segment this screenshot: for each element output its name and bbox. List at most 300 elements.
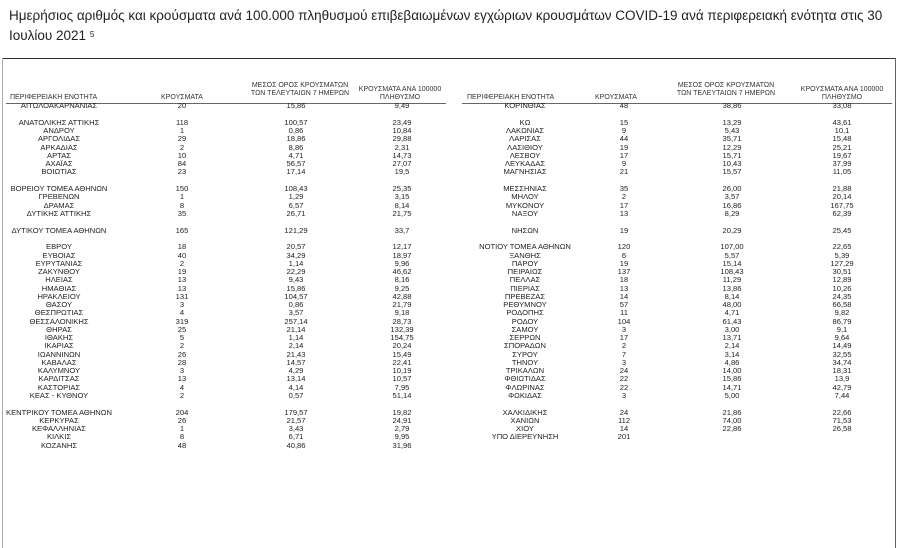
cases-cell: 3 [621, 357, 627, 367]
cases-cell: 22 [619, 382, 629, 392]
cases-cell: 3 [179, 300, 185, 309]
per100k-cell: 25,21 [832, 142, 852, 152]
cases-cell: 13 [619, 208, 629, 218]
avg-cell: 3,43 [288, 424, 304, 433]
table-row [0, 167, 900, 176]
avg-cell: 5,43 [724, 126, 740, 135]
cases-cell: 9 [621, 126, 627, 135]
avg-cell: 10,43 [722, 159, 742, 168]
avg-cell: 61,43 [722, 316, 742, 326]
right-header-per100k-line1: ΚΡΟΥΣΜΑΤΑ ΑΝΑ 100000 [800, 86, 884, 93]
cases-cell: 204 [175, 407, 189, 417]
avg-cell: 1,14 [288, 258, 304, 268]
avg-cell: 56,57 [286, 159, 306, 168]
left-header-cases: ΚΡΟΥΣΜΑΤΑ [161, 94, 203, 101]
cases-cell: 2 [179, 341, 185, 351]
per100k-cell: 20,14 [832, 192, 852, 202]
region-cell: ΖΑΚΥΝΘΟΥ [38, 267, 80, 276]
avg-cell: 35,71 [722, 134, 742, 144]
avg-cell: 0,57 [288, 390, 304, 400]
cases-cell: 24 [619, 366, 629, 375]
cases-cell: 29 [177, 134, 187, 144]
per100k-cell: 26,58 [832, 424, 852, 433]
cases-cell: 19 [177, 267, 187, 276]
cases-cell: 28 [177, 357, 187, 367]
avg-cell: 0,86 [288, 300, 304, 309]
left-header-avg-line2: ΤΩΝ ΤΕΛΕΥΤΑΙΩΝ 7 ΗΜΕΡΩΝ [250, 90, 350, 97]
avg-cell: 3,00 [724, 324, 740, 334]
region-cell: ΗΛΕΙΑΣ [45, 275, 73, 285]
region-cell: ΧΙΟΥ [516, 424, 534, 433]
region-cell: ΑΡΚΑΔΙΑΣ [40, 142, 78, 152]
region-cell: ΛΑΣΙΘΙΟΥ [507, 142, 543, 152]
region-cell: ΔΥΤΙΚΟΥ ΤΟΜΕΑ ΑΘΗΝΩΝ [11, 225, 107, 235]
cases-cell: 7 [621, 349, 627, 359]
cases-cell: 8 [179, 200, 185, 210]
cases-cell: 17 [619, 200, 629, 210]
cases-cell: 4 [179, 308, 185, 318]
per100k-cell: 5,39 [834, 250, 850, 260]
region-cell: ΘΕΣΠΡΩΤΙΑΣ [34, 308, 84, 318]
region-cell: ΚΑΛΥΜΝΟΥ [37, 366, 81, 375]
right-header-avg-line1: ΜΕΣΟΣ ΟΡΟΣ ΚΡΟΥΣΜΑΤΩΝ [677, 82, 775, 89]
cases-cell: 17 [619, 333, 629, 342]
per100k-cell: 2,31 [394, 142, 410, 152]
cases-cell: 112 [617, 415, 631, 425]
avg-cell: 3,57 [724, 192, 740, 202]
cases-cell: 21 [619, 167, 629, 177]
cases-cell: 26 [177, 349, 187, 359]
cases-cell: 14 [619, 291, 629, 301]
region-cell: ΙΘΑΚΗΣ [44, 333, 74, 342]
per100k-cell: 15,48 [832, 134, 852, 144]
left-header-avg [251, 82, 349, 98]
per100k-cell: 9,18 [394, 308, 410, 318]
region-cell: ΡΟΔΟΥ [511, 316, 539, 326]
per100k-cell: 127,29 [830, 258, 854, 268]
table-row [0, 432, 900, 441]
per100k-cell: 23,49 [392, 117, 412, 127]
per100k-cell: 32,55 [832, 349, 852, 359]
cases-cell: 4 [179, 382, 185, 392]
cases-cell: 35 [177, 208, 187, 218]
per100k-cell: 154,75 [390, 333, 414, 342]
per100k-cell: 7,44 [834, 390, 850, 400]
per100k-cell: 86,79 [832, 316, 852, 326]
avg-cell: 0,86 [288, 126, 304, 135]
avg-cell: 26,00 [722, 184, 742, 193]
per100k-cell: 14,73 [392, 150, 412, 160]
avg-cell: 108,43 [720, 267, 744, 276]
region-cell: ΣΕΡΡΩΝ [509, 333, 541, 342]
per100k-cell: 24,35 [832, 291, 852, 301]
avg-cell: 14,71 [722, 382, 742, 392]
region-cell: ΡΕΘΥΜΝΟΥ [503, 300, 547, 309]
region-cell: ΚΑΣΤΟΡΙΑΣ [37, 382, 81, 392]
per100k-cell: 43,61 [832, 117, 852, 127]
avg-cell: 38,86 [722, 101, 742, 110]
cases-cell: 35 [619, 184, 629, 193]
region-cell: ΚΕΝΤΡΙΚΟΥ ΤΟΜΕΑ ΑΘΗΝΩΝ [6, 407, 112, 417]
avg-cell: 17,14 [286, 167, 306, 177]
region-cell: ΞΑΝΘΗΣ [509, 250, 541, 260]
avg-cell: 104,57 [284, 291, 308, 301]
per100k-cell: 28,73 [392, 316, 412, 326]
region-cell: ΠΕΛΛΑΣ [509, 275, 541, 285]
avg-cell: 4,71 [724, 308, 740, 318]
cases-cell: 25 [177, 324, 187, 334]
per100k-cell: 12,17 [392, 242, 412, 252]
avg-cell: 15,86 [286, 101, 306, 110]
avg-cell: 8,29 [724, 208, 740, 218]
avg-cell: 179,57 [284, 407, 308, 417]
avg-cell: 40,86 [286, 440, 306, 450]
cases-cell: 44 [619, 134, 629, 144]
cases-cell: 18 [177, 242, 187, 252]
region-cell: ΤΗΝΟΥ [511, 357, 539, 367]
cases-cell: 2 [621, 341, 627, 351]
cases-cell: 120 [617, 242, 631, 252]
cases-cell: 13 [177, 275, 187, 285]
per100k-cell: 167,75 [830, 200, 854, 210]
left-header-per100k-line2: ΠΛΗΘΥΣΜΟ [379, 94, 421, 101]
per100k-cell: 10,84 [392, 126, 412, 135]
cases-cell: 19 [619, 142, 629, 152]
per100k-cell: 2,79 [394, 424, 410, 433]
left-header-per100k-line1: ΚΡΟΥΣΜΑΤΑ ΑΝΑ 100000 [358, 86, 442, 93]
region-cell: ΛΑΚΩΝΙΑΣ [505, 126, 545, 135]
title-text: Ημερήσιος αριθμός και κρούσματα ανά 100.000 πληθυσμού επιβεβαιωμένων εγχώριων κρουσμάτων COVID-19 ανά περιφερειακή ενότητα στις 30 Ιουλίου 2021 [9, 8, 883, 43]
region-cell: ΤΡΙΚΑΛΩΝ [505, 366, 545, 375]
avg-cell: 12,29 [722, 142, 742, 152]
cases-cell: 22 [619, 374, 629, 384]
region-cell: ΚΟΡΙΝΘΙΑΣ [504, 101, 546, 110]
cases-cell: 11 [620, 308, 628, 318]
avg-cell: 21,14 [286, 324, 306, 334]
avg-cell: 34,29 [286, 250, 306, 260]
per100k-cell: 9,96 [394, 258, 410, 268]
avg-cell: 2,14 [724, 341, 740, 351]
region-cell: ΦΛΩΡΙΝΑΣ [505, 382, 545, 392]
per100k-cell: 34,74 [832, 357, 852, 367]
cases-cell: 48 [177, 440, 187, 450]
cases-cell: 14 [619, 424, 629, 433]
table-top-rule [2, 58, 895, 59]
avg-cell: 4,86 [724, 357, 740, 367]
cases-cell: 2 [621, 192, 627, 202]
avg-cell: 107,00 [720, 242, 744, 252]
avg-cell: 74,00 [722, 415, 742, 425]
avg-cell: 21,43 [286, 349, 306, 359]
cases-cell: 24 [619, 407, 629, 417]
region-cell: ΙΚΑΡΙΑΣ [44, 341, 74, 351]
region-cell: ΒΟΙΩΤΙΑΣ [41, 167, 77, 177]
avg-cell: 22,86 [722, 424, 742, 433]
cases-cell: 1 [179, 424, 185, 433]
per100k-cell: 10,57 [392, 374, 412, 384]
region-cell: ΣΥΡΟΥ [512, 349, 538, 359]
per100k-cell: 13,9 [834, 374, 850, 384]
region-cell: ΜΑΓΝΗΣΙΑΣ [503, 167, 547, 177]
right-header-avg-line2: ΤΩΝ ΤΕΛΕΥΤΑΙΩΝ 7 ΗΜΕΡΩΝ [676, 90, 776, 97]
per100k-cell: 25,35 [392, 184, 412, 193]
region-cell: ΑΝΔΡΟΥ [43, 126, 75, 135]
region-cell: ΦΩΚΙΔΑΣ [508, 390, 542, 400]
avg-cell: 3,57 [288, 308, 304, 318]
cases-cell: 13 [177, 374, 187, 384]
avg-cell: 2,14 [288, 341, 304, 351]
region-cell: ΘΕΣΣΑΛΟΝΙΚΗΣ [29, 316, 89, 326]
cases-cell: 48 [619, 101, 629, 110]
cases-cell: 17 [619, 150, 629, 160]
region-cell: ΝΟΤΙΟΥ ΤΟΜΕΑ ΑΘΗΝΩΝ [479, 242, 571, 252]
cases-cell: 18 [619, 275, 629, 285]
per100k-cell: 31,96 [392, 440, 412, 450]
region-cell: ΙΩΑΝΝΙΝΩΝ [37, 349, 81, 359]
cases-cell: 84 [177, 159, 187, 168]
region-cell: ΕΥΡΥΤΑΝΙΑΣ [35, 258, 83, 268]
cases-cell: 13 [177, 283, 187, 293]
avg-cell: 15,86 [286, 283, 306, 293]
cases-cell: 165 [175, 225, 189, 235]
region-cell: ΑΡΤΑΣ [47, 150, 71, 160]
cases-cell: 26 [177, 415, 187, 425]
per100k-cell: 9,49 [394, 101, 410, 110]
region-cell: ΛΑΡΙΣΑΣ [509, 134, 541, 144]
region-cell: ΘΑΣΟΥ [45, 300, 73, 309]
avg-cell: 20,57 [286, 242, 306, 252]
cases-cell: 1 [179, 192, 185, 202]
per100k-cell: 29,88 [392, 134, 412, 144]
avg-cell: 8,14 [724, 291, 740, 301]
table-row [0, 101, 900, 110]
region-cell: ΜΕΣΣΗΝΙΑΣ [503, 184, 547, 193]
region-cell: ΣΑΜΟΥ [511, 324, 539, 334]
region-cell: ΠΙΕΡΙΑΣ [510, 283, 540, 293]
cases-cell: 23 [177, 167, 187, 177]
avg-cell: 21,57 [286, 415, 306, 425]
per100k-cell: 9,64 [834, 333, 850, 342]
avg-cell: 3,14 [724, 349, 740, 359]
region-cell: ΝΗΣΩΝ [511, 225, 539, 235]
avg-cell: 4,14 [288, 382, 304, 392]
avg-cell: 11,29 [722, 275, 742, 285]
right-header-per100k [801, 86, 883, 102]
per100k-cell: 33,08 [832, 101, 852, 110]
table-row [0, 441, 900, 450]
document-title [9, 6, 889, 46]
avg-cell: 9,43 [288, 275, 304, 285]
avg-cell: 8,86 [288, 142, 304, 152]
region-cell: ΚΟΖΑΝΗΣ [40, 440, 78, 450]
cases-cell: 2 [179, 258, 185, 268]
per100k-cell: 71,53 [832, 415, 852, 425]
cases-cell: 19 [619, 258, 629, 268]
region-cell: ΦΘΙΩΤΙΔΑΣ [504, 374, 546, 384]
avg-cell: 100,57 [284, 117, 308, 127]
region-cell: ΧΑΝΙΩΝ [510, 415, 540, 425]
region-cell: ΘΗΡΑΣ [46, 324, 72, 334]
avg-cell: 18,86 [286, 134, 306, 144]
region-cell: ΜΥΚΟΝΟΥ [505, 200, 545, 210]
cases-cell: 20 [177, 101, 187, 110]
per100k-cell: 8,16 [394, 275, 410, 285]
avg-cell: 22,29 [286, 267, 306, 276]
cases-cell: 118 [175, 117, 189, 127]
per100k-cell: 21,79 [392, 300, 412, 309]
cases-cell: 13 [619, 283, 629, 293]
cases-cell: 201 [617, 432, 631, 442]
per100k-cell: 3,15 [394, 192, 410, 202]
per100k-cell: 18,31 [832, 366, 852, 375]
region-cell: ΛΕΣΒΟΥ [509, 150, 541, 160]
cases-cell: 6 [621, 250, 627, 260]
right-header-cases: ΚΡΟΥΣΜΑΤΑ [595, 94, 637, 101]
region-cell: ΡΟΔΟΠΗΣ [506, 308, 544, 318]
region-cell: ΜΗΛΟΥ [511, 192, 539, 202]
title-footnote: 5 [89, 30, 95, 39]
cases-cell: 9 [621, 159, 627, 168]
avg-cell: 20,29 [722, 225, 742, 235]
cases-cell: 57 [619, 300, 629, 309]
avg-cell: 26,71 [286, 208, 306, 218]
region-cell: ΔΡΑΜΑΣ [43, 200, 75, 210]
avg-cell: 5,00 [724, 390, 740, 400]
per100k-cell: 33,7 [394, 225, 410, 235]
per100k-cell: 9,25 [394, 283, 410, 293]
region-cell: ΚΙΛΚΙΣ [46, 432, 72, 442]
avg-cell: 48,00 [722, 300, 742, 309]
region-cell: ΚΩ [519, 117, 531, 127]
avg-cell: 1,14 [288, 333, 304, 342]
per100k-cell: 9,82 [834, 308, 850, 318]
per100k-cell: 19,5 [394, 167, 410, 177]
per100k-cell: 20,24 [392, 341, 412, 351]
avg-cell: 13,71 [722, 333, 742, 342]
right-header-region: ΠΕΡΙΦΕΡΕΙΑΚΗ ΕΝΟΤΗΤΑ [467, 94, 555, 101]
avg-cell: 14,57 [286, 357, 306, 367]
per100k-cell: 27,07 [392, 159, 412, 168]
per100k-cell: 37,99 [832, 159, 852, 168]
left-header-avg-line1: ΜΕΣΟΣ ΟΡΟΣ ΚΡΟΥΣΜΑΤΩΝ [251, 82, 349, 89]
region-cell: ΠΑΡΟΥ [511, 258, 539, 268]
per100k-cell: 12,89 [832, 275, 852, 285]
per100k-cell: 42,79 [832, 382, 852, 392]
cases-cell: 319 [175, 316, 189, 326]
region-cell: ΗΜΑΘΙΑΣ [41, 283, 77, 293]
region-cell: ΕΥΒΟΙΑΣ [42, 250, 76, 260]
cases-cell: 150 [175, 184, 189, 193]
per100k-cell: 132,39 [390, 324, 414, 334]
per100k-cell: 42,88 [392, 291, 412, 301]
avg-cell: 4,71 [288, 150, 304, 160]
region-cell: ΚΑΡΔΙΤΣΑΣ [38, 374, 80, 384]
avg-cell: 257,14 [284, 316, 308, 326]
per100k-cell: 9,95 [394, 432, 410, 442]
avg-cell: 15,14 [722, 258, 742, 268]
per100k-cell: 14,49 [832, 341, 852, 351]
avg-cell: 13,14 [286, 374, 306, 384]
cases-cell: 3 [621, 324, 627, 334]
region-cell: ΠΡΕΒΕΖΑΣ [504, 291, 546, 301]
cases-cell: 104 [617, 316, 631, 326]
per100k-cell: 10,19 [392, 366, 412, 375]
per100k-cell: 22,65 [832, 242, 852, 252]
region-cell: ΑΡΓΟΛΙΔΑΣ [37, 134, 81, 144]
per100k-cell: 11,05 [832, 167, 852, 177]
region-cell: ΕΒΡΟΥ [46, 242, 72, 252]
region-cell: ΣΠΟΡΑΔΩΝ [504, 341, 546, 351]
region-cell: ΑΧΑΪΑΣ [45, 159, 73, 168]
region-cell: ΚΕΡΚΥΡΑΣ [39, 415, 79, 425]
per100k-cell: 21,88 [832, 184, 852, 193]
per100k-cell: 15,49 [392, 349, 412, 359]
region-cell: ΥΠΟ ΔΙΕΡΕΥΝΗΣΗ [491, 432, 559, 442]
region-cell: ΑΙΤΩΛΟΑΚΑΡΝΑΝΙΑΣ [20, 101, 98, 110]
per100k-cell: 25,45 [832, 225, 852, 235]
avg-cell: 5,57 [724, 250, 740, 260]
region-cell: ΠΕΙΡΑΙΩΣ [507, 267, 543, 276]
per100k-cell: 22,41 [392, 357, 412, 367]
table-row [0, 209, 900, 218]
region-cell: ΚΕΦΑΛΛΗΝΙΑΣ [31, 424, 87, 433]
cases-cell: 15 [619, 117, 629, 127]
per100k-cell: 51,14 [392, 390, 412, 400]
per100k-cell: 8,14 [394, 200, 410, 210]
avg-cell: 13,86 [722, 283, 742, 293]
per100k-cell: 21,75 [392, 208, 412, 218]
per100k-cell: 7,95 [394, 382, 410, 392]
cases-cell: 2 [179, 142, 185, 152]
region-cell: ΔΥΤΙΚΗΣ ΑΤΤΙΚΗΣ [26, 208, 92, 218]
cases-cell: 10 [177, 150, 187, 160]
cases-cell: 2 [179, 390, 185, 400]
avg-cell: 13,29 [722, 117, 742, 127]
cases-cell: 1 [179, 126, 185, 135]
avg-cell: 121,29 [284, 225, 308, 235]
avg-cell: 14,00 [722, 366, 742, 375]
table-row [0, 391, 900, 400]
left-header-region: ΠΕΡΙΦΕΡΕΙΑΚΗ ΕΝΟΤΗΤΑ [10, 94, 98, 101]
avg-cell: 1,29 [288, 192, 304, 202]
region-cell: ΚΕΑΣ - ΚΥΘΝΟΥ [29, 390, 89, 400]
region-cell: ΗΡΑΚΛΕΙΟΥ [37, 291, 81, 301]
per100k-cell: 10,26 [832, 283, 852, 293]
region-cell: ΚΑΒΑΛΑΣ [41, 357, 77, 367]
per100k-cell: 9,1 [836, 324, 848, 334]
left-header-per100k [359, 86, 441, 102]
avg-cell: 4,29 [288, 366, 304, 375]
table-row [0, 226, 900, 235]
region-cell: ΓΡΕΒΕΝΩΝ [38, 192, 80, 202]
per100k-cell: 66,58 [832, 300, 852, 309]
cases-cell: 131 [175, 291, 189, 301]
region-cell: ΛΕΥΚΑΔΑΣ [504, 159, 546, 168]
region-cell: ΑΝΑΤΟΛΙΚΗΣ ΑΤΤΙΚΗΣ [18, 117, 100, 127]
per100k-cell: 24,91 [392, 415, 412, 425]
cases-cell: 5 [179, 333, 185, 342]
cases-cell: 3 [179, 366, 185, 375]
per100k-cell: 19,82 [392, 407, 412, 417]
cases-cell: 137 [617, 267, 631, 276]
cases-cell: 19 [619, 225, 629, 235]
per100k-cell: 18,97 [392, 250, 412, 260]
right-header-per100k-line2: ΠΛΗΘΥΣΜΟ [821, 94, 863, 101]
avg-cell: 15,71 [722, 150, 742, 160]
per100k-cell: 62,39 [832, 208, 852, 218]
per100k-cell: 30,51 [832, 267, 852, 276]
per100k-cell: 19,67 [832, 150, 852, 160]
